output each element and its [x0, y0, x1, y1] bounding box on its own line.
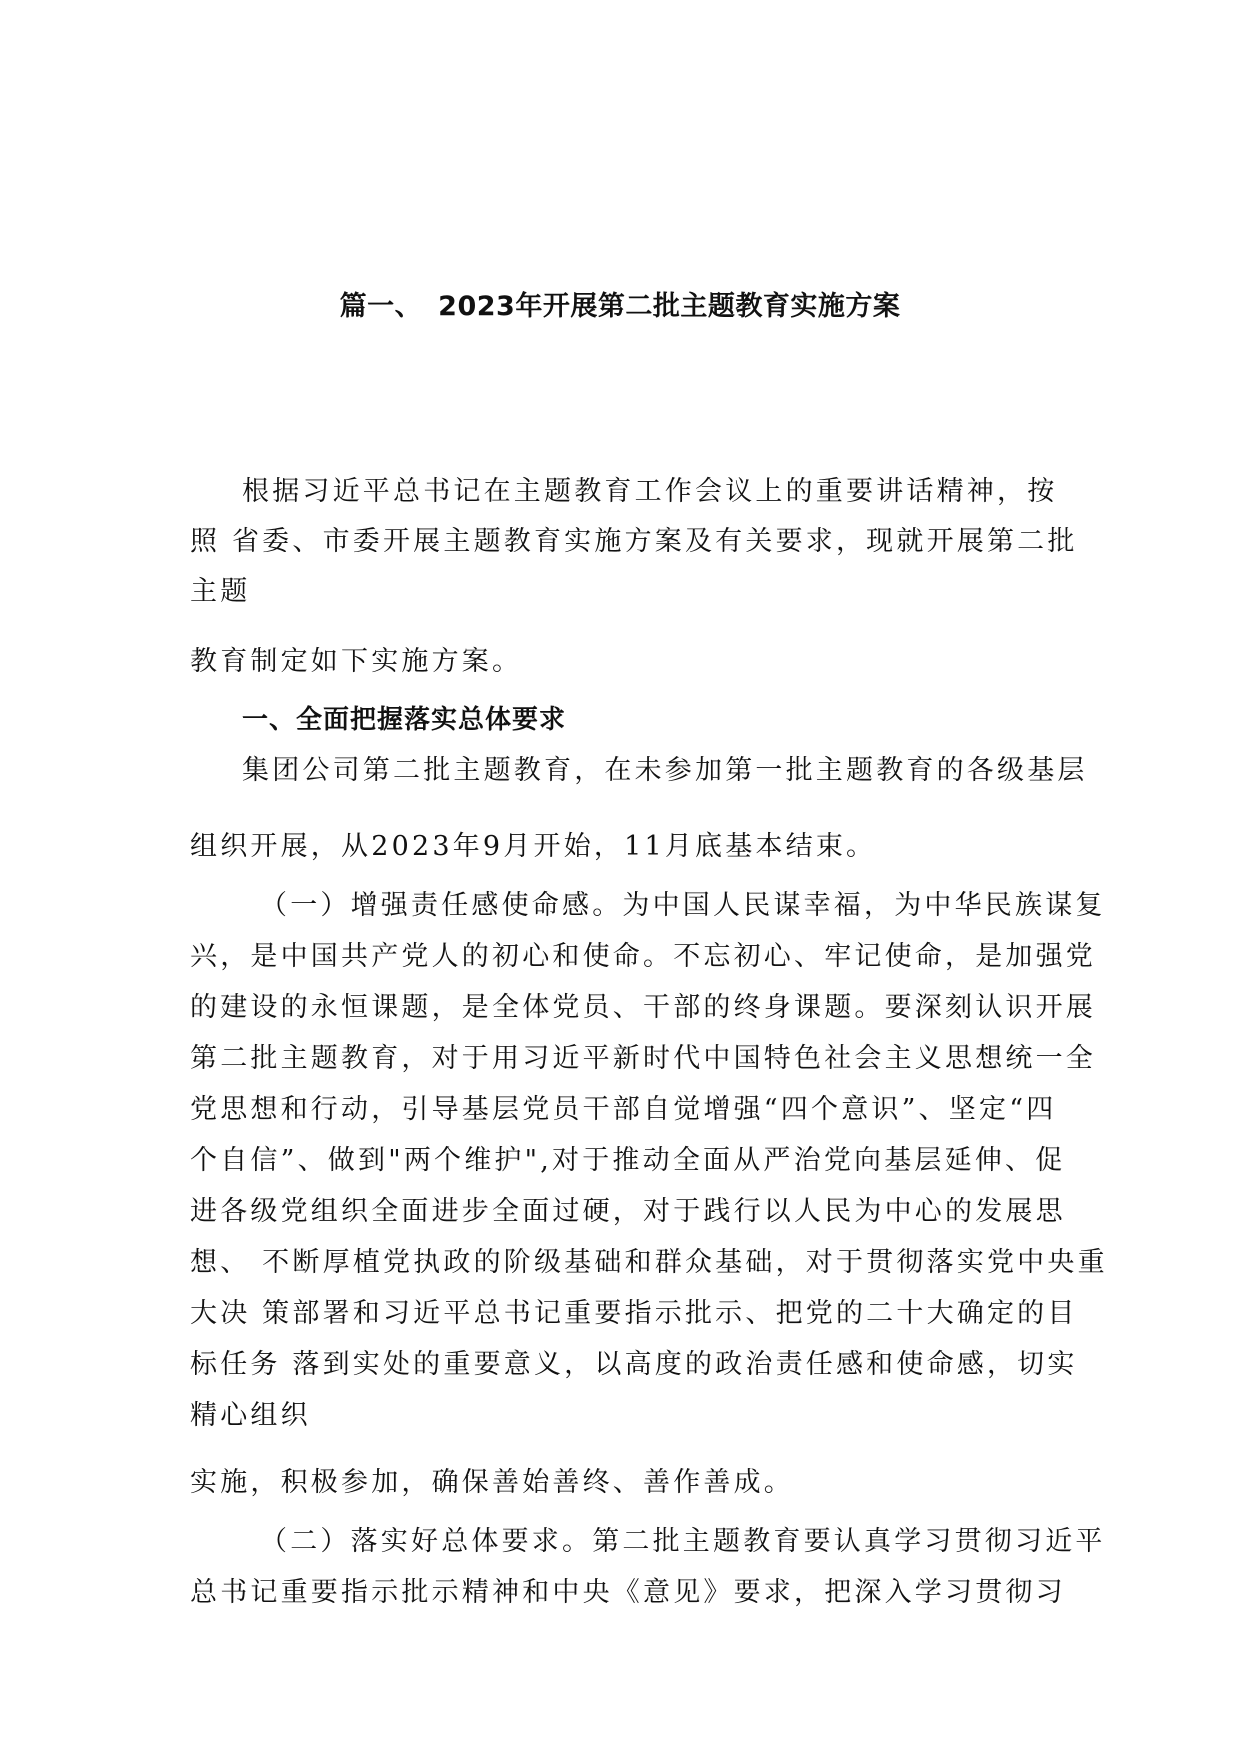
item-1-line-7: 进各级党组织全面进步全面过硬，对于践行以人民为中心的发展思 — [190, 1196, 1066, 1227]
intro-line-4: 教育制定如下实施方案。 — [190, 646, 523, 677]
item-1-line-8: 想、 不断厚植党执政的阶级基础和群众基础，对于贯彻落实党中央重 — [190, 1247, 1108, 1278]
title-prefix: 篇一、 — [339, 291, 423, 322]
section-1-line-1: 集团公司第二批主题教育，在未参加第一批主题教育的各级基层 — [242, 755, 1088, 786]
item-2-line-1: （二）落实好总体要求。第二批主题教育要认真学习贯彻习近平 — [260, 1526, 1106, 1557]
intro-line-1: 根据习近平总书记在主题教育工作会议上的重要讲话精神，按 — [242, 476, 1058, 507]
item-2-line-2: 总书记重要指示批示精神和中央《意见》要求，把深入学习贯彻习 — [190, 1577, 1066, 1608]
item-1-line-3: 的建设的永恒课题，是全体党员、干部的终身课题。要深刻认识开展 — [190, 992, 1096, 1023]
section-heading: 一、全面把握落实总体要求 — [242, 705, 567, 735]
item-1-line-6: 个自信”、做到"两个维护",对于推动全面从严治党向基层延伸、促 — [190, 1145, 1066, 1176]
title-main: 2023年开展第二批主题教育实施方案 — [438, 291, 901, 322]
intro-line-2: 照 省委、市委开展主题教育实施方案及有关要求，现就开展第二批 — [190, 526, 1078, 557]
item-1-line-11: 精心组织 — [190, 1400, 311, 1431]
item-1-line-1: （一）增强责任感使命感。为中国人民谋幸福，为中华民族谋复 — [260, 890, 1106, 921]
item-1-line-5: 党思想和行动，引导基层党员干部自觉增强“四个意识”、坚定“四 — [190, 1094, 1057, 1125]
item-1-line-4: 第二批主题教育，对于用习近平新时代中国特色社会主义思想统一全 — [190, 1043, 1096, 1074]
section-1-line-2: 组织开展，从2023年9月开始，11月底基本结束。 — [190, 831, 877, 862]
item-1-line-2: 兴，是中国共产党人的初心和使命。不忘初心、牢记使命，是加强党 — [190, 941, 1096, 972]
item-1-line-12: 实施，积极参加，确保善始善终、善作善成。 — [190, 1467, 794, 1498]
intro-line-3: 主题 — [190, 576, 251, 607]
item-1-line-9: 大决 策部署和习近平总书记重要指示批示、把党的二十大确定的目 — [190, 1298, 1078, 1329]
document-title — [0, 284, 1240, 323]
item-1-line-10: 标任务 落到实处的重要意义，以高度的政治责任感和使命感，切实 — [190, 1349, 1078, 1380]
